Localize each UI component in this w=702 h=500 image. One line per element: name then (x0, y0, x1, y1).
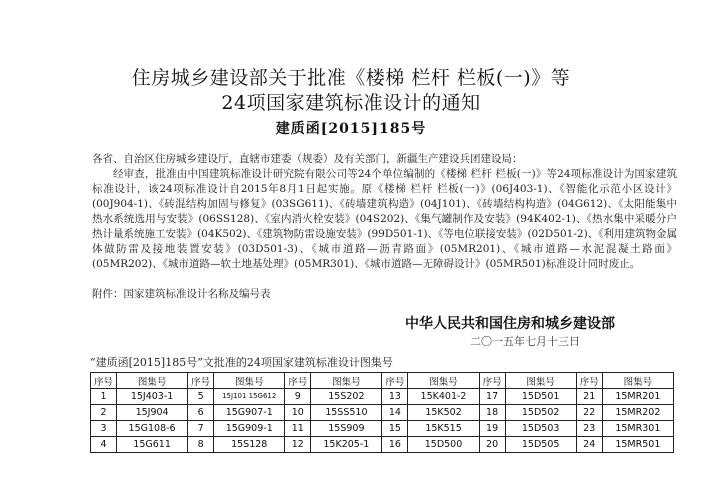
table-cell: 4 (91, 437, 117, 453)
table-cell: 15MR202 (602, 405, 673, 421)
header-atlas-number: 图集号 (214, 373, 285, 389)
table-cell: 15D505 (505, 437, 576, 453)
table-cell: 15K502 (408, 405, 479, 421)
header-serial: 序号 (91, 373, 117, 389)
table-cell: 14 (382, 405, 408, 421)
table-cell: 22 (576, 405, 602, 421)
table-cell: 20 (479, 437, 505, 453)
table-cell: 15MR301 (602, 421, 673, 437)
body-paragraph: 经审查，批准由中国建筑标准设计研究院有限公司等24个单位编制的《楼梯 栏杆 栏板(一)》等24项标准设计为国家建筑标准设计，该24项标准设计自2015年8月1日起实施。原《楼梯 栏杆 栏板(一)》(06J403-1)、《智能化示范小区设计》(00J904-1)、《砖混结构加固与修复》(03SG611)、《砖墙建筑构造》(04J101)、《砖墙结构构造》(04G612)、《太阳能集中热水系统选用与安装》(06SS128)、《室内消火栓安装》(04S202)、《集气罐制作及安装》(94K402-1)、《热水集中采暖分户热计量系统施工安装》(04K502)、《建筑物防雷设施安装》(99D501-1)、《等电位联接安装》(02D501-2)、《利用建筑物金属体做防雷及接地装置安装》(03D501-3)、《城市道路—沥青路面》(05MR201)、《城市道路—水泥混凝土路面》(05MR202)、《城市道路—软土地基处理》(05MR301)、《城市道路—无障碍设计》(05MR501)标准设计同时废止。 (92, 168, 677, 270)
table-cell: 1 (91, 389, 117, 405)
header-atlas-number: 图集号 (311, 373, 382, 389)
table-cell: 6 (188, 405, 214, 421)
table-cell: 15S909 (311, 421, 382, 437)
table-cell: 15D503 (505, 421, 576, 437)
title-line-1: 住房城乡建设部关于批准《楼梯 栏杆 栏板(一)》等 (131, 67, 571, 89)
title-line-2: 24项国家建筑标准设计的通知 (221, 92, 481, 114)
header-serial: 序号 (285, 373, 311, 389)
table-caption: “建质函[2015]185号”文批准的24项国家建筑标准设计图集号 (90, 356, 393, 369)
table-cell: 21 (576, 389, 602, 405)
table-cell: 15SS510 (311, 405, 382, 421)
issuer: 中华人民共和国住房和城乡建设部 (405, 316, 615, 332)
table-cell: 15MR201 (602, 389, 673, 405)
header-atlas-number: 图集号 (602, 373, 673, 389)
table-cell: 3 (91, 421, 117, 437)
table-cell: 2 (91, 405, 117, 421)
table-cell: 7 (188, 421, 214, 437)
table-cell: 15G611 (117, 437, 188, 453)
table-cell: 15K515 (408, 421, 479, 437)
table-cell: 15G108-6 (117, 421, 188, 437)
table-cell: 15 (382, 421, 408, 437)
table-cell: 10 (285, 405, 311, 421)
table-row (91, 405, 674, 421)
document-number: 建质函[2015]185号 (275, 121, 427, 137)
table-row (91, 389, 674, 405)
table-cell: 15D500 (408, 437, 479, 453)
table-cell: 15G909-1 (214, 421, 285, 437)
table-cell: 15D501 (505, 389, 576, 405)
header-serial: 序号 (382, 373, 408, 389)
table-row (91, 421, 674, 437)
table-cell: 15D502 (505, 405, 576, 421)
table-cell: 16 (382, 437, 408, 453)
table-header-row (91, 373, 674, 389)
table-cell: 24 (576, 437, 602, 453)
table-cell: 15S202 (311, 389, 382, 405)
atlas-number-table (90, 372, 674, 453)
table-cell: 11 (285, 421, 311, 437)
salutation: 各省、自治区住房城乡建设厅，直辖市建委（规委）及有关部门，新疆生产建设兵团建设局： (92, 153, 523, 165)
header-serial: 序号 (188, 373, 214, 389)
table-cell: 15J403-1 (117, 389, 188, 405)
header-serial: 序号 (479, 373, 505, 389)
table-cell: 15J101 15G612 (214, 389, 285, 405)
table-cell: 8 (188, 437, 214, 453)
table-cell: 19 (479, 421, 505, 437)
header-atlas-number: 图集号 (117, 373, 188, 389)
header-atlas-number: 图集号 (505, 373, 576, 389)
table-cell: 12 (285, 437, 311, 453)
table-cell: 15G907-1 (214, 405, 285, 421)
table-row (91, 437, 674, 453)
table-cell: 5 (188, 389, 214, 405)
table-cell: 15J904 (117, 405, 188, 421)
header-atlas-number: 图集号 (408, 373, 479, 389)
attachment-note: 附件：国家建筑标准设计名称及编号表 (92, 288, 271, 300)
table-cell: 17 (479, 389, 505, 405)
table-cell: 15MR501 (602, 437, 673, 453)
issue-date: 二〇一五年七月十三日 (470, 335, 580, 348)
table-cell: 18 (479, 405, 505, 421)
table-cell: 15K401-2 (408, 389, 479, 405)
table-cell: 13 (382, 389, 408, 405)
table-cell: 23 (576, 421, 602, 437)
header-serial: 序号 (576, 373, 602, 389)
table-cell: 9 (285, 389, 311, 405)
table-cell: 15S128 (214, 437, 285, 453)
table-cell: 15K205-1 (311, 437, 382, 453)
